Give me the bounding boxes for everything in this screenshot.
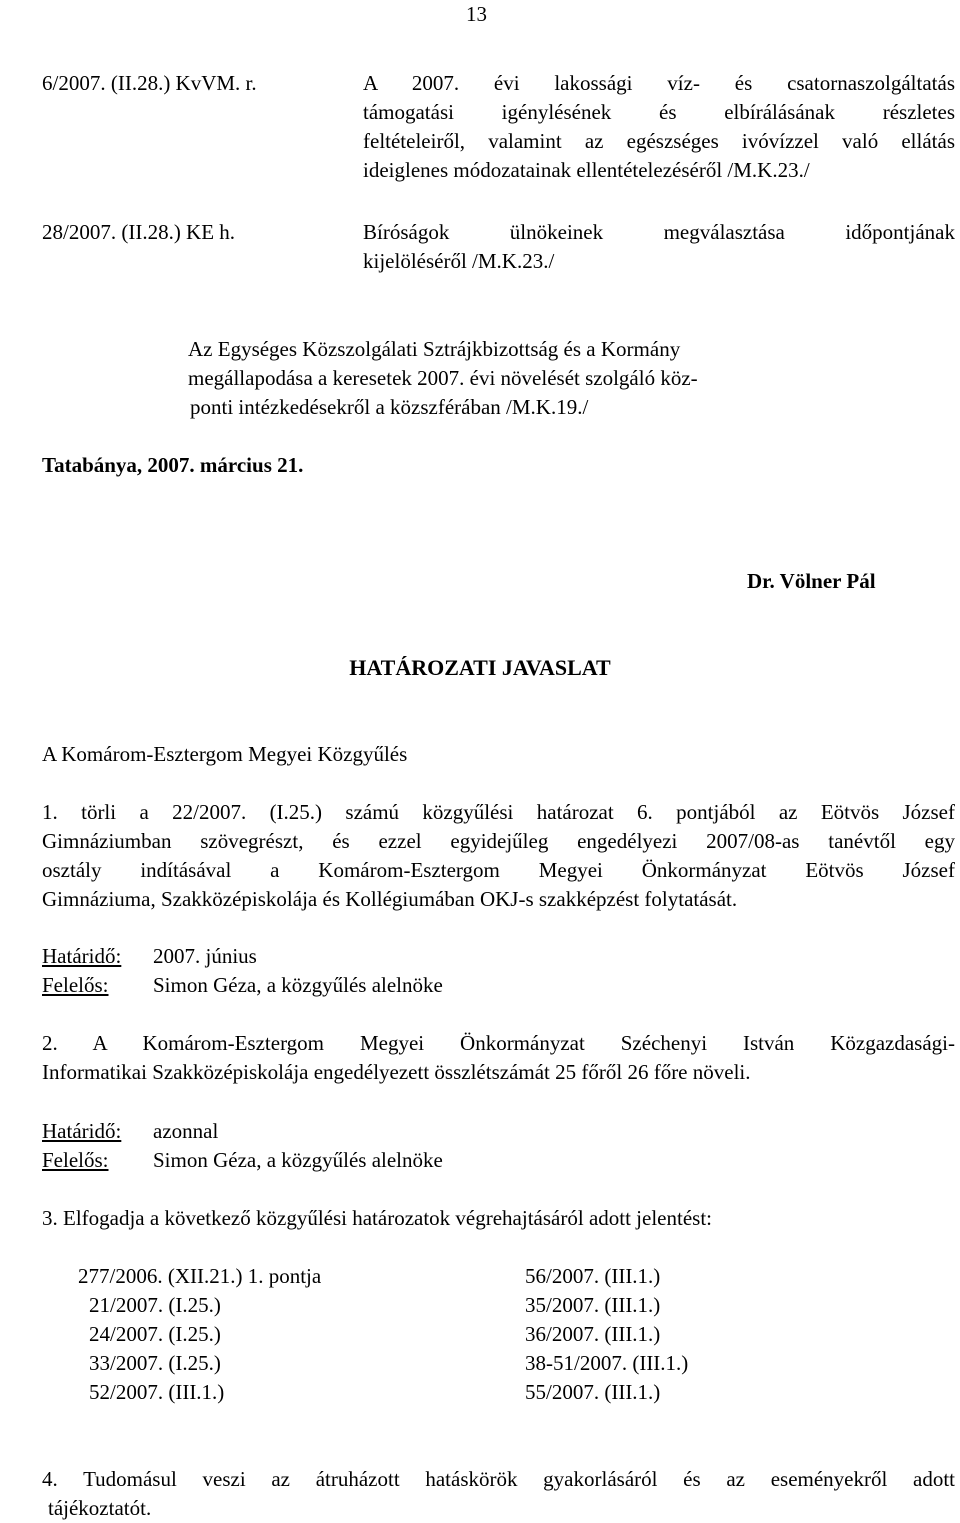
resolution-ref: 36/2007. (III.1.) bbox=[525, 1322, 661, 1346]
item-2-line: Informatikai Szakközépiskolája engedélyezett összlétszámát 25 főről 26 főre növeli. bbox=[42, 1060, 751, 1084]
item-1 bbox=[42, 798, 955, 914]
entry-description-2 bbox=[363, 218, 955, 276]
item-2-responsible-label bbox=[42, 1146, 109, 1175]
resolution-ref: 38-51/2007. (III.1.) bbox=[525, 1351, 689, 1375]
resolution-ref: 52/2007. (III.1.) bbox=[89, 1380, 225, 1404]
signatory: Dr. Völner Pál bbox=[747, 569, 876, 593]
item-2-responsible: Simon Géza, a közgyűlés alelnöke bbox=[153, 1148, 443, 1172]
item-2-deadline: azonnal bbox=[153, 1119, 219, 1143]
place-date: Tatabánya, 2007. március 21. bbox=[42, 453, 304, 477]
item-4 bbox=[42, 1465, 955, 1523]
item-2-deadline-label bbox=[42, 1117, 121, 1146]
item-3-text: 3. Elfogadja a következő közgyűlési határozatok végrehajtásáról adott jelentést: bbox=[42, 1206, 712, 1230]
agreement-text bbox=[188, 335, 698, 422]
item-2 bbox=[42, 1029, 955, 1087]
resolution-ref: 24/2007. (I.25.) bbox=[89, 1322, 221, 1346]
item-1-line: Gimnáziuma, Szakközépiskolája és Kollégiumában OKJ-s szakképzést folytatását. bbox=[42, 887, 738, 911]
entry-line: ideiglenes módozatainak ellentételezéséről /M.K.23./ bbox=[363, 158, 810, 182]
resolution-ref: 21/2007. (I.25.) bbox=[89, 1293, 221, 1317]
agreement-line: megállapodása a keresetek 2007. évi növelését szolgáló köz- bbox=[188, 366, 698, 390]
entry-line: támogatási igénylésének és elbírálásának részletes bbox=[363, 100, 955, 124]
item-2-line: 2. A Komárom-Esztergom Megyei Önkormányzat Széchenyi István Közgazdasági- bbox=[42, 1031, 955, 1055]
resolution-ref: 55/2007. (III.1.) bbox=[525, 1380, 661, 1404]
item-1-responsible-label bbox=[42, 971, 109, 1000]
agreement-line: ponti intézkedésekről a közszférában /M.K.19./ bbox=[190, 395, 589, 419]
resolutions-right-column bbox=[525, 1262, 688, 1407]
resolution-ref: 56/2007. (III.1.) bbox=[525, 1264, 661, 1288]
entry-line: feltételeiről, valamint az egészséges ivóvízzel való ellátás bbox=[363, 129, 955, 153]
deadline-label: Határidő: bbox=[42, 944, 122, 968]
resolution-ref: 277/2006. (XII.21.) 1. pontja bbox=[78, 1264, 322, 1288]
page-number: 13 bbox=[466, 2, 487, 26]
entry-description-1 bbox=[363, 69, 955, 185]
entry-ref-2: 28/2007. (II.28.) KE h. bbox=[42, 220, 236, 244]
item-1-line: 1. törli a 22/2007. (I.25.) számú közgyűlési határozat 6. pontjából az Eötvös József bbox=[42, 800, 955, 824]
entry-line: Bíróságok ülnökeinek megválasztása időpontjának bbox=[363, 220, 955, 244]
resolutions-left-column bbox=[78, 1262, 321, 1407]
item-1-deadline: 2007. június bbox=[153, 944, 257, 968]
item-1-line: Gimnáziumban szövegrészt, és ezzel egyidejűleg engedélyezi 2007/08-as tanévtől egy bbox=[42, 829, 955, 853]
item-1-deadline-label bbox=[42, 942, 121, 971]
resolution-ref: 35/2007. (III.1.) bbox=[525, 1293, 661, 1317]
item-1-responsible: Simon Géza, a közgyűlés alelnöke bbox=[153, 973, 443, 997]
deadline-label: Határidő: bbox=[42, 1119, 122, 1143]
agreement-line: Az Egységes Közszolgálati Sztrájkbizottság és a Kormány bbox=[188, 337, 681, 361]
item-4-line: 4. Tudomásul veszi az átruházott hatáskörök gyakorlásáról és az eseményekről adott bbox=[42, 1467, 955, 1491]
entry-line: kijelöléséről /M.K.23./ bbox=[363, 249, 555, 273]
document-title: HATÁROZATI JAVASLAT bbox=[349, 655, 611, 680]
item-4-line: tájékoztatót. bbox=[48, 1496, 152, 1520]
item-1-line: osztály indításával a Komárom-Esztergom Megyei Önkormányzat Eötvös József bbox=[42, 858, 955, 882]
entry-line: A 2007. évi lakossági víz- és csatornaszolgáltatás bbox=[363, 71, 955, 95]
resolution-ref: 33/2007. (I.25.) bbox=[89, 1351, 221, 1375]
assembly-name: A Komárom-Esztergom Megyei Közgyűlés bbox=[42, 742, 408, 766]
responsible-label: Felelős: bbox=[42, 973, 109, 997]
responsible-label: Felelős: bbox=[42, 1148, 109, 1172]
entry-ref-1: 6/2007. (II.28.) KvVM. r. bbox=[42, 71, 257, 95]
